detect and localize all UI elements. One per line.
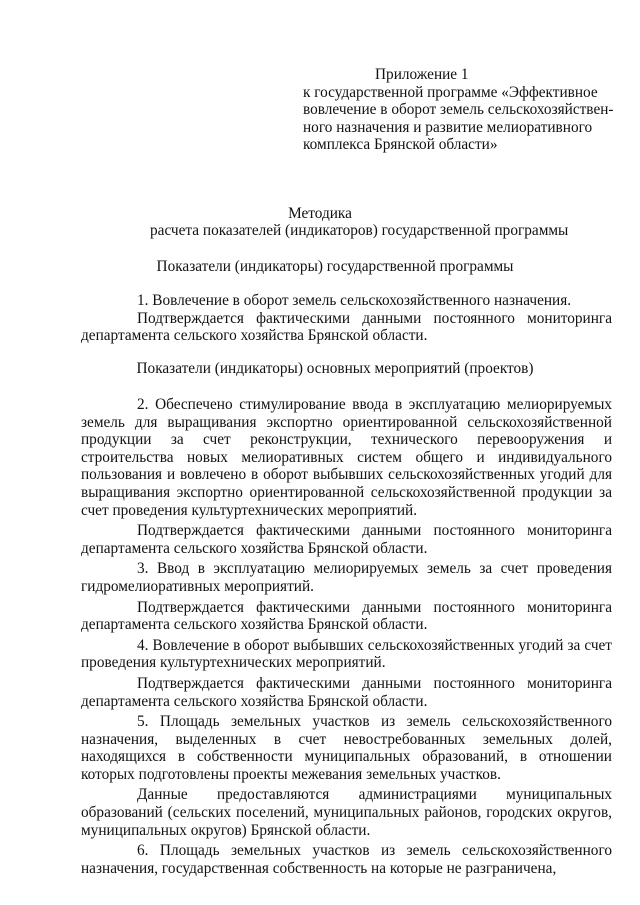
paragraph: Данные предоставляются администрациями муниципальных образований (сельских поселений, муниципальных районов, городских округов, муниципальных округов) Брянской области.	[81, 786, 612, 839]
appendix-line: ного назначения и развитие мелиоративного	[303, 118, 593, 136]
method-title: Методика	[288, 205, 352, 222]
method-subtitle: расчета показателей (индикаторов) государственной программы	[150, 222, 569, 239]
section-programme-body	[81, 292, 612, 345]
appendix-block	[303, 66, 615, 154]
paragraph: 3. Ввод в эксплуатацию мелиорируемых земель за счет проведения гидромелиоративных мероприятий.	[81, 560, 612, 595]
paragraph: 6. Площадь земельных участков из земель сельскохозяйственного назначения, государственная собственность на которые не разграничена,	[81, 842, 612, 877]
paragraph: Подтверждается фактическими данными постоянного мониторинга департамента сельского хозяйства Брянской области.	[81, 674, 612, 710]
appendix-line: к государственной программе «Эффективное	[303, 83, 598, 101]
section-heading-measures: Показатели (индикаторы) основных мероприятий (проектов)	[136, 360, 534, 377]
section-heading-programme: Показатели (индикаторы) государственной программы	[156, 258, 514, 275]
paragraph: Подтверждается фактическими данными постоянного мониторинга департамента сельского хозяйства Брянской области.	[81, 598, 612, 634]
appendix-line: вовлечение в оборот земель сельскохозяйствен-	[303, 101, 614, 119]
appendix-line: комплекса Брянской области»	[303, 136, 498, 154]
paragraph: Подтверждается фактическими данными постоянного мониторинга департамента сельского хозяйства Брянской области.	[81, 309, 612, 345]
paragraph: 1. Вовлечение в оборот земель сельскохозяйственного назначения.	[137, 292, 572, 309]
appendix-heading: Приложение 1	[375, 66, 469, 83]
paragraph: 4. Вовлечение в оборот выбывших сельскохозяйственных угодий за счет проведения культуртехнических мероприятий.	[81, 636, 612, 672]
paragraph: 2. Обеспечено стимулирование ввода в эксплуатацию мелиорируемых земель для выращивания экспортно ориентированной сельскохозяйственной продукции за счет реконструкции, технического перевооружения и строительства новых мелиоративных систем общего и индивидуального пользования и вовлечено в оборот выбывших сельскохозяйственных угодий для выращивания экспортно ориентированной сельскохозяйственной продукции за счет проведения культуртехнических мероприятий.	[81, 396, 612, 519]
paragraph: Подтверждается фактическими данными постоянного мониторинга департамента сельского хозяйства Брянской области.	[81, 522, 612, 557]
section-measures-body	[81, 396, 612, 877]
paragraph: 5. Площадь земельных участков из земель сельскохозяйственного назначения, выделенных в счет невостребованных земельных долей, находящихся в собственности муниципальных образований, в отношении которых подготовлены проекты межевания земельных участков.	[81, 713, 612, 783]
